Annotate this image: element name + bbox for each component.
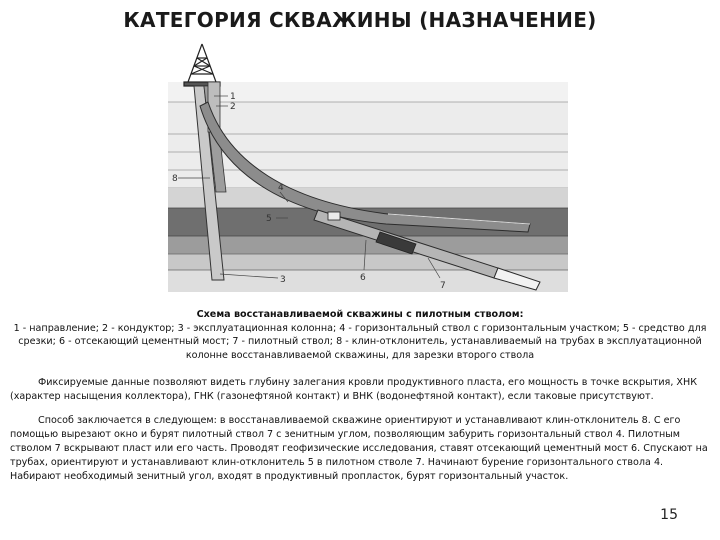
well-diagram [168,42,568,292]
stratum-lower-light [168,254,568,270]
callout-4: 4 [278,183,284,193]
page-number: 15 [660,507,678,523]
drilling-rig-icon [184,44,220,86]
callout-7: 7 [440,281,446,291]
page-title: КАТЕГОРИЯ СКВАЖИНЫ (НАЗНАЧЕНИЕ) [123,8,597,32]
callout-3: 3 [280,275,286,285]
whipstock [328,212,340,220]
callout-1: 1 [230,92,236,102]
callout-6: 6 [360,273,366,283]
stratum-light-band [168,188,568,208]
callout-2: 2 [230,102,236,112]
callout-8: 8 [172,174,178,184]
paragraph-method: Способ заключается в следующем: в восстанавливаемой скважине ориентируют и устанавливают клин-отклонитель 8. С его помощью вырезают окно и бурят пилотный ствол 7 с зенитным углом, позволяющим забурить горизонтальный ствол 4. Пилотным стволом 7 вскрывают пласт или его часть. Проводят геофизические исследования, ставят отсекающий цементный мост 6. Спускают на трубах, ориентируют и устанавливают клин-отклонитель 5 в пилотном стволе 7. Начинают бурение горизонтального ствола 4. Набирают необходимый зенитный угол, входят в продуктивный пропласток, бурят горизонтальный участок. [10,415,708,482]
stratum-top [168,82,568,102]
caption-title: Схема восстанавливаемой скважины с пилотным стволом: [196,309,524,320]
caption-text: 1 - направление; 2 - кондуктор; 3 - эксплуатационная колонна; 4 - горизонтальный ствол с горизонтальным участком; 5 - средство для срезки; 6 - отсекающий цементный мост; 7 - пилотный ствол; 8 - клин-отклонитель, устанавливаемый на трубах в эксплуатационной колонне восстанавливаемой скважины, для зарезки второго ствола [13,322,707,361]
paragraph-recorded-data: Фиксируемые данные позволяют видеть глубину залегания кровли продуктивного пласта, его мощность в точке вскрытия, ХНК (характер насыщения коллектора), ГНК (газонефтяной контакт) и ВНК (водонефтяной контакт), если таковые присутствуют. [10,377,698,402]
callout-5: 5 [266,214,272,224]
figure-caption [6,308,714,362]
stratum-mid-band [168,236,568,254]
